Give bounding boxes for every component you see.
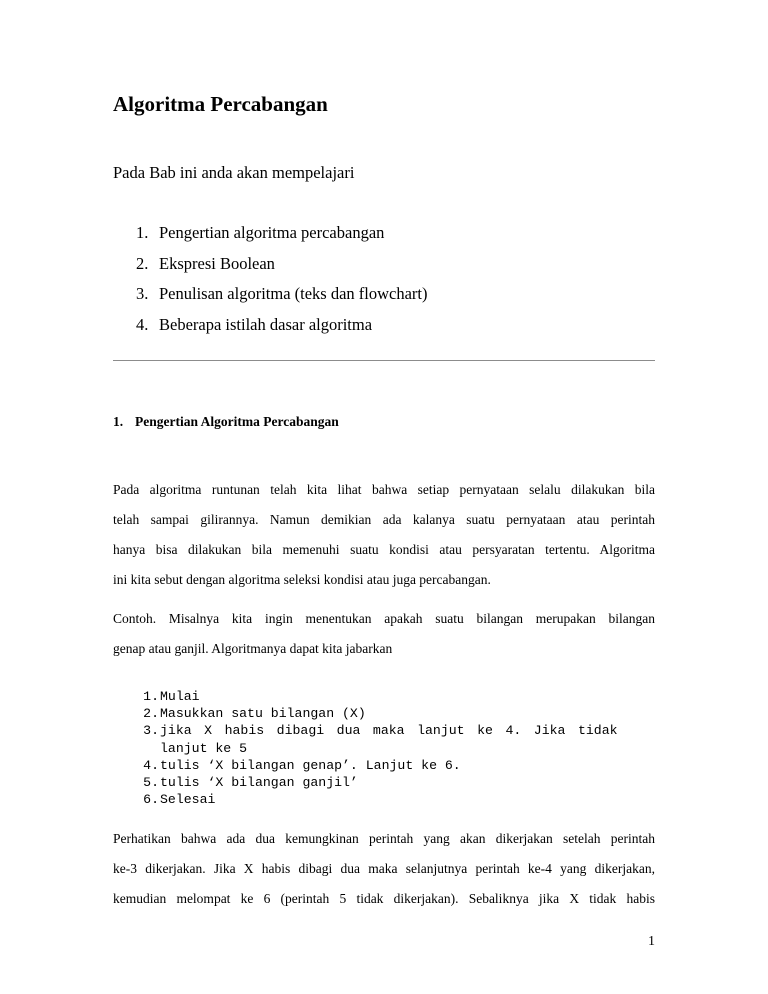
step-number: 6.: [143, 792, 159, 808]
topic-number: 3.: [136, 284, 149, 303]
step-text: tulis ‘X bilangan ganjil’: [160, 775, 358, 791]
step-text-continued: lanjut ke 5: [160, 740, 248, 756]
topic-text: Beberapa istilah dasar algoritma: [159, 314, 373, 334]
paragraph-example: [113, 610, 655, 670]
step-number: 1.: [143, 689, 159, 704]
paragraph-line: ini kita sebut dengan algoritma seleksi kondisi atau juga percabangan.: [113, 572, 491, 587]
paragraph-definition: [113, 481, 655, 601]
paragraph-line: Contoh. Misalnya kita ingin menentukan apakah suatu bilangan merupakan bilangan: [113, 611, 655, 626]
algorithm-steps: [113, 688, 655, 808]
step-number: 3.: [143, 723, 159, 739]
step-text: tulis ‘X bilangan genap’. Lanjut ke 6.: [160, 757, 461, 773]
document-title: Algoritma Percabangan: [113, 92, 328, 116]
horizontal-divider: [113, 360, 655, 361]
paragraph-explanation: [113, 830, 655, 920]
topic-number: 2.: [136, 253, 149, 273]
step-text: Selesai: [160, 792, 216, 808]
section-title: Pengertian Algoritma Percabangan: [135, 414, 339, 429]
section-heading: [113, 414, 339, 430]
intro-text: Pada Bab ini anda akan mempelajari: [113, 163, 355, 182]
algorithm-step: [113, 688, 655, 705]
topic-text: Penulisan algoritma (teks dan flowchart): [159, 284, 428, 303]
paragraph-line: Perhatikan bahwa ada dua kemungkinan perintah yang akan dikerjakan setelah perintah: [113, 831, 655, 846]
algorithm-step: [113, 791, 655, 808]
algorithm-step: [113, 705, 655, 722]
topic-number: 1.: [136, 223, 149, 242]
step-number: 4.: [143, 757, 159, 773]
step-number: 5.: [143, 775, 159, 791]
topic-text: Pengertian algoritma percabangan: [159, 223, 385, 242]
algorithm-step: [113, 722, 655, 756]
step-text: jika X habis dibagi dua maka lanjut ke 4. Jika tidak: [160, 723, 618, 739]
paragraph-line: telah sampai gilirannya. Namun demikian ada kalanya suatu pernyataan atau perintah: [113, 512, 655, 527]
algorithm-step: [113, 774, 655, 791]
section-number: 1.: [113, 414, 124, 429]
topic-text: Ekspresi Boolean: [159, 253, 275, 273]
paragraph-line: ke-3 dikerjakan. Jika X habis dibagi dua maka selanjutnya perintah ke-4 yang dikerjakan,: [113, 861, 655, 876]
step-number: 2.: [143, 706, 159, 722]
paragraph-line: genap atau ganjil. Algoritmanya dapat kita jabarkan: [113, 641, 393, 656]
paragraph-line: Pada algoritma runtunan telah kita lihat bahwa setiap pernyataan selalu dilakukan bila: [113, 482, 655, 497]
step-text: Mulai: [160, 689, 200, 704]
paragraph-line: hanya bisa dilakukan bila memenuhi suatu kondisi atau persyaratan tertentu. Algoritma: [113, 542, 655, 557]
page-number: 1: [648, 934, 655, 949]
topic-number: 4.: [136, 314, 149, 334]
step-text: Masukkan satu bilangan (X): [160, 706, 366, 722]
paragraph-line: kemudian melompat ke 6 (perintah 5 tidak dikerjakan). Sebaliknya jika X tidak habis: [113, 891, 655, 906]
algorithm-step: [113, 757, 655, 774]
